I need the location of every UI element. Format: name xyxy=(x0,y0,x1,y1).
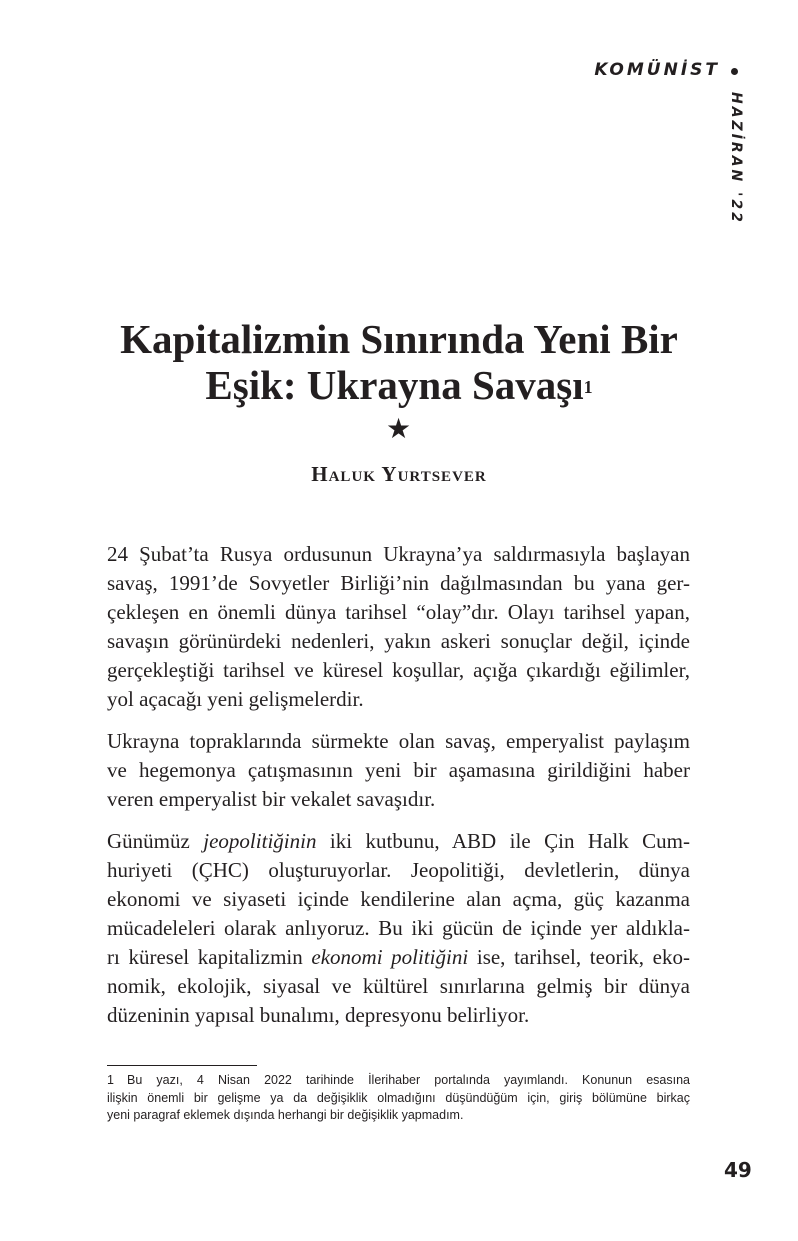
text-line xyxy=(107,569,690,598)
text-segment: Ukrayna topraklarında sürmekte olan savaş, emperyalist paylaşım xyxy=(107,729,690,753)
text-line xyxy=(107,943,690,972)
text-line xyxy=(107,627,690,656)
title-line-2 xyxy=(0,362,798,408)
text-segment: ekonomi ve siyaseti içinde kendilerine alan açma, güç kazanma xyxy=(107,887,690,911)
footnote-text: ilişkin önemli bir gelişme ya da değişiklik olmadığını düşündüğüm için, giriş bölümüne birkaç xyxy=(107,1090,690,1105)
author-name: Haluk Yurtsever xyxy=(311,462,487,486)
text-line xyxy=(107,1001,690,1030)
text-segment: nomik, ekolojik, siyasal ve kültürel sınırlarına gelmiş bir dünya xyxy=(107,974,690,998)
text-segment: savaş, 1991’de Sovyetler Birliği’nin dağılmasından bu yana ger- xyxy=(107,571,690,595)
italic-term: ekonomi politiğini xyxy=(311,945,469,969)
text-line xyxy=(107,540,690,569)
text-line xyxy=(107,756,690,785)
text-segment: iki kutbunu, ABD ile Çin Halk Cum- xyxy=(316,829,691,853)
title-line-1: Kapitalizmin Sınırında Yeni Bir xyxy=(120,316,678,362)
text-line xyxy=(107,856,690,885)
footnote-mark[interactable]: 1 xyxy=(583,377,593,397)
bullet-dot xyxy=(731,68,738,75)
paragraph xyxy=(107,727,690,814)
text-segment: huriyeti (ÇHC) oluşturuyorlar. Jeopolitiği, devletlerin, dünya xyxy=(107,858,690,882)
text-line xyxy=(107,785,690,814)
footnote-line xyxy=(107,1107,690,1125)
footnote xyxy=(107,1072,690,1125)
article-body xyxy=(107,540,690,1043)
text-segment: savaşın görünürdeki nedenleri, yakın askeri sonuçlar değil, içinde xyxy=(107,629,690,653)
text-line xyxy=(107,727,690,756)
article-title xyxy=(0,316,798,408)
paragraph xyxy=(107,540,690,714)
page-number: 49 xyxy=(724,1158,752,1182)
footnote-text: yeni paragraf eklemek dışında herhangi bir değişiklik yapmadım. xyxy=(107,1108,464,1122)
text-line xyxy=(107,656,690,685)
paragraph xyxy=(107,827,690,1030)
text-segment: gerçekleştiği tarihsel ve küresel koşullar, açığa çıkardığı eğilimler, xyxy=(107,658,690,682)
text-segment: veren emperyalist bir vekalet savaşıdır. xyxy=(107,787,436,811)
text-line xyxy=(107,685,690,714)
text-segment: mücadeleleri olarak anlıyoruz. Bu iki gücün de içinde yer aldıkla- xyxy=(107,916,690,940)
footnote-line xyxy=(107,1072,690,1090)
title-text: Eşik: Ukrayna Savaşı xyxy=(205,362,584,408)
footnote-divider xyxy=(107,1065,257,1066)
text-segment: yol açacağı yeni gelişmelerdir. xyxy=(107,687,364,711)
footnote-number: 1 xyxy=(107,1073,114,1087)
text-segment: rı küresel kapitalizmin xyxy=(107,945,312,969)
text-segment: çekleşen en önemli dünya tarihsel “olay”dır. Olayı tarihsel yapan, xyxy=(107,600,690,624)
text-segment: Günümüz xyxy=(107,829,204,853)
text-line xyxy=(107,885,690,914)
text-segment: 24 Şubat’ta Rusya ordusunun Ukrayna’ya saldırmasıyla başlayan xyxy=(107,542,690,566)
text-segment: ise, tarihsel, teorik, eko- xyxy=(468,945,690,969)
issue-date: HAZİRAN '22 xyxy=(728,92,744,225)
text-line xyxy=(107,972,690,1001)
text-segment: ve hegemonya çatışmasının yeni bir aşamasına girildiğini haber xyxy=(107,758,690,782)
text-line xyxy=(107,914,690,943)
italic-term: jeopolitiğinin xyxy=(203,829,317,853)
journal-name: KOMÜNİST xyxy=(594,60,720,80)
star-icon: ★ xyxy=(386,412,412,445)
footnote-line xyxy=(107,1090,690,1108)
text-line xyxy=(107,827,690,856)
text-segment: düzeninin yapısal bunalımı, depresyonu belirliyor. xyxy=(107,1003,530,1027)
footnote-text: Bu yazı, 4 Nisan 2022 tarihinde İlerihaber portalında yayımlandı. Konunun esasına xyxy=(127,1073,690,1087)
text-line xyxy=(107,598,690,627)
